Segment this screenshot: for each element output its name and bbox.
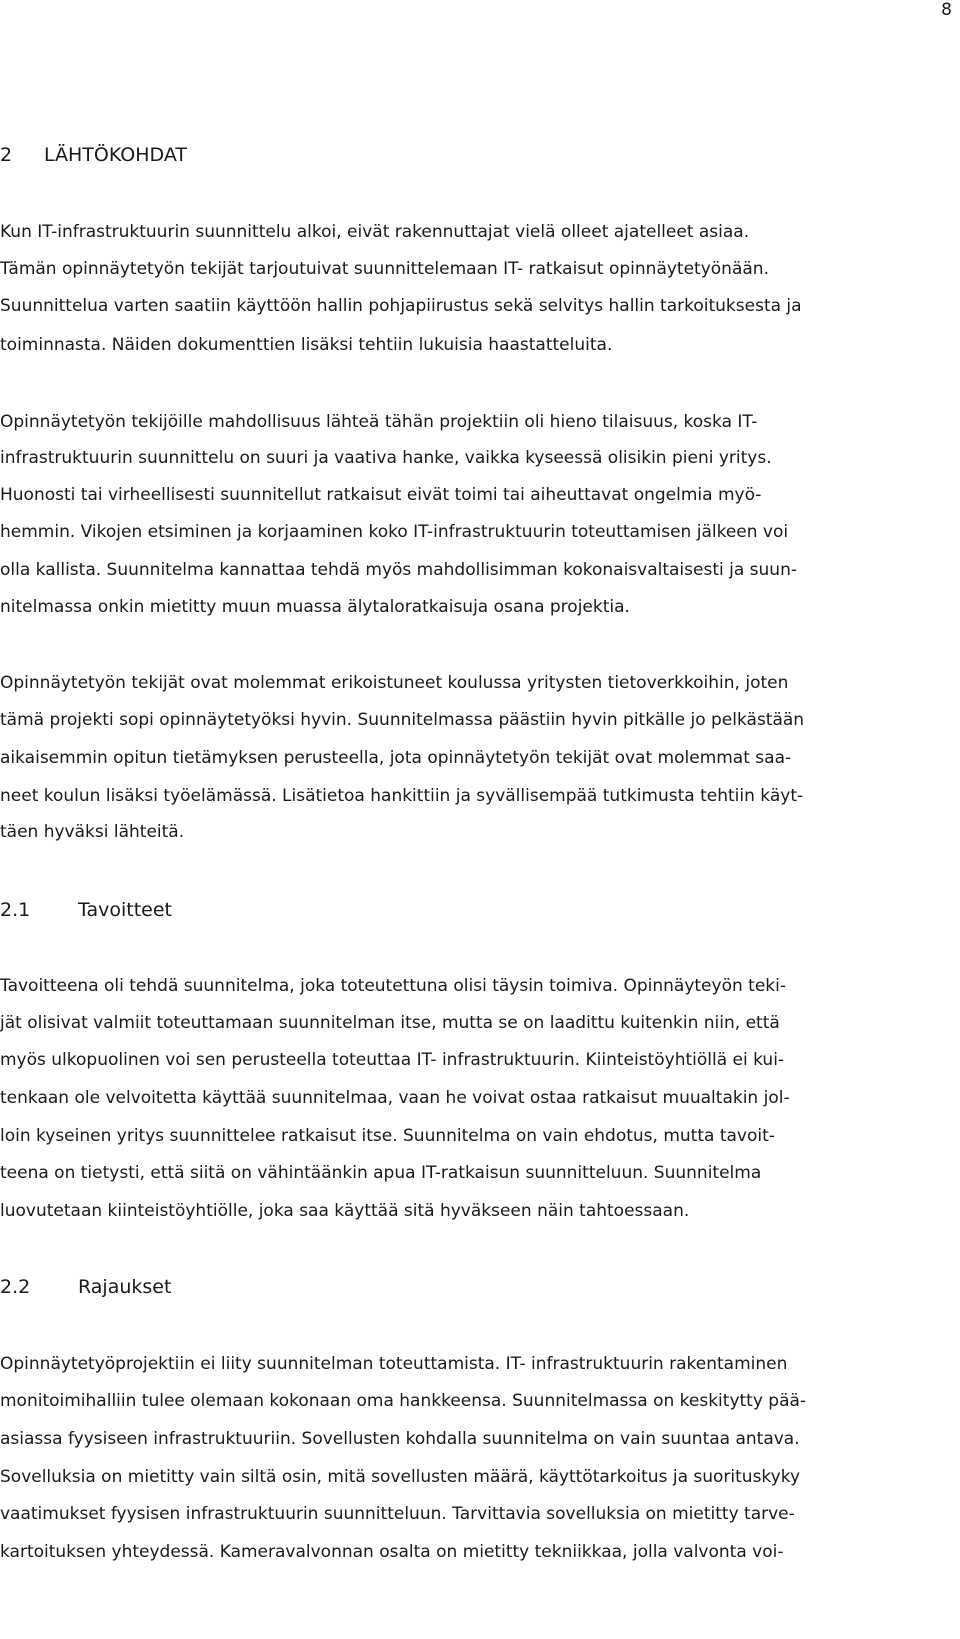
paragraph-2-line-3: Huonosti tai virheellisesti suunnitellut ratkaisut eivät toimi tai aiheuttavat ongelmia myö- [0,485,762,505]
paragraph-3-line-4: neet koulun lisäksi työelämässä. Lisätietoa hankittiin ja syvällisempää tutkimusta tehtiin käyt- [0,786,804,806]
section-2-line-5: vaatimukset fyysisen infrastruktuurin suunnitteluun. Tarvittavia sovelluksia on mietitty tarve- [0,1504,795,1524]
section-2-line-4: Sovelluksia on mietitty vain siltä osin, mitä sovellusten määrä, käyttötarkoitus ja suorituskyky [0,1467,801,1487]
paragraph-3-line-2: tämä projekti sopi opinnäytetyöksi hyvin. Suunnitelmassa päästiin hyvin pitkälle jo pelkästään [0,710,805,730]
paragraph-3-line-5: täen hyväksi lähteitä. [0,822,185,842]
section-heading-rajaukset [0,1275,171,1299]
chapter-title: LÄHTÖKOHDAT [44,144,187,166]
paragraph-3-line-1: Opinnäytetyön tekijät ovat molemmat erikoistuneet koulussa yritysten tietoverkkoihin, joten [0,673,789,693]
page-number: 8 [941,0,952,20]
chapter-number: 2 [0,144,13,166]
section-title: Tavoitteet [78,899,172,921]
section-1-line-2: jät olisivat valmiit toteuttamaan suunnitelman itse, mutta se on laadittu kuitenkin niin, että [0,1013,780,1033]
section-number: 2.1 [0,899,31,921]
paragraph-1-line-4: toiminnasta. Näiden dokumenttien lisäksi tehtiin lukuisia haastatteluita. [0,335,613,355]
paragraph-1-line-3: Suunnittelua varten saatiin käyttöön hallin pohjapiirustus sekä selvitys hallin tarkoituksesta ja [0,296,802,316]
section-2-line-3: asiassa fyysiseen infrastruktuuriin. Sovellusten kohdalla suunnitelma on vain suuntaa antava. [0,1429,800,1449]
paragraph-1-line-2: Tämän opinnäytetyön tekijät tarjoutuivat suunnittelemaan IT- ratkaisut opinnäytetyönään. [0,259,769,279]
chapter-heading [0,143,187,167]
paragraph-2-line-5: olla kallista. Suunnitelma kannattaa tehdä myös mahdollisimman kokonaisvaltaisesti ja suun- [0,560,797,580]
section-2-line-2: monitoimihalliin tulee olemaan kokonaan oma hankkeensa. Suunnitelmassa on keskitytty pää- [0,1391,807,1411]
section-1-line-6: teena on tietysti, että siitä on vähintäänkin apua IT-ratkaisun suunnitteluun. Suunnitelma [0,1163,762,1183]
paragraph-2-line-1: Opinnäytetyön tekijöille mahdollisuus lähteä tähän projektiin oli hieno tilaisuus, koska IT- [0,412,758,432]
section-2-line-6: kartoituksen yhteydessä. Kameravalvonnan osalta on mietitty tekniikkaa, jolla valvonta voi- [0,1542,784,1562]
section-1-line-3: myös ulkopuolinen voi sen perusteella toteuttaa IT- infrastruktuurin. Kiinteistöyhtiöllä ei kui- [0,1050,785,1070]
paragraph-1-line-1: Kun IT-infrastruktuurin suunnittelu alkoi, eivät rakennuttajat vielä olleet ajatelleet asiaa. [0,222,750,242]
section-1-line-4: tenkaan ole velvoitetta käyttää suunnitelmaa, vaan he voivat ostaa ratkaisut muualtakin jol- [0,1088,790,1108]
section-2-line-1: Opinnäytetyöprojektiin ei liity suunnitelman toteuttamista. IT- infrastruktuurin rakentaminen [0,1354,788,1374]
section-1-line-7: luovutetaan kiinteistöyhtiölle, joka saa käyttää sitä hyväkseen näin tahtoessaan. [0,1201,690,1221]
paragraph-2-line-2: infrastruktuurin suunnittelu on suuri ja vaativa hanke, vaikka kyseessä olisikin pieni yritys. [0,448,772,468]
section-1-line-5: loin kyseinen yritys suunnittelee ratkaisut itse. Suunnitelma on vain ehdotus, mutta tavoit- [0,1126,775,1146]
section-title: Rajaukset [78,1276,172,1298]
section-1-line-1: Tavoitteena oli tehdä suunnitelma, joka toteutettuna olisi täysin toimiva. Opinnäyteyön teki- [0,976,786,996]
paragraph-3-line-3: aikaisemmin opitun tietämyksen perusteella, jota opinnäytetyön tekijät ovat molemmat saa- [0,748,792,768]
section-number: 2.2 [0,1276,31,1298]
paragraph-2-line-6: nitelmassa onkin mietitty muun muassa älytaloratkaisuja osana projektia. [0,597,630,617]
paragraph-2-line-4: hemmin. Vikojen etsiminen ja korjaaminen koko IT-infrastruktuurin toteuttamisen jälkeen voi [0,522,789,542]
section-heading-tavoitteet [0,898,172,922]
